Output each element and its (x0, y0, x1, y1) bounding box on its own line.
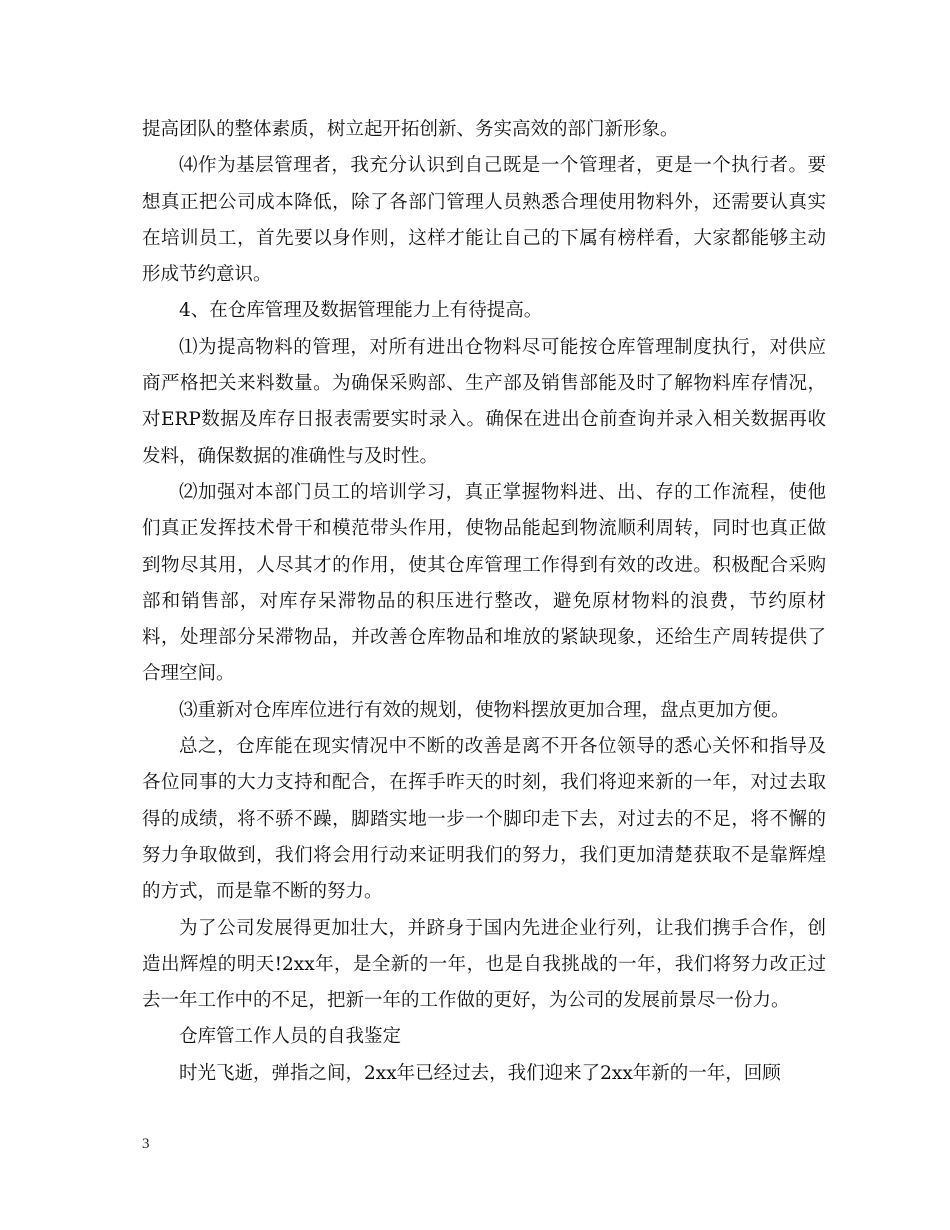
paragraph-continuation: 提高团队的整体素质，树立起开拓创新、务实高效的部门新形象。 (142, 119, 679, 140)
paragraph-item-4: ⑷作为基层管理者，我充分认识到自己既是一个管理者，更是一个执行者。要想真正把公司成本降低，除了各部门管理人员熟悉合理使用物料外，还需要认真实在培训员工，首先要以身作则，这样才能让自己的下属有榜样看，大家都能够主动形成节约意识。 (142, 155, 826, 286)
page-number: 3 (142, 1136, 150, 1152)
paragraph-item-2: ⑵加强对本部门员工的培训学习，真正掌握物料进、出、存的工作流程，使他们真正发挥技术骨干和模范带头作用，使物品能起到物流顺利周转，同时也真正做到物尽其用，人尽其才的作用，使其仓库管理工作得到有效的改进。积极配合采购部和销售部，对库存呆滞物品的积压进行整改，避免原材物料的浪费，节约原材料，处理部分呆滞物品，并改善仓库物品和堆放的紧缺现象，还给生产周转提供了合理空间。 (142, 481, 826, 685)
section-heading-warehouse-management: 4、在仓库管理及数据管理能力上有待提高。 (179, 300, 543, 322)
paragraph-opening: 时光飞逝，弹指之间，2xx年已经过去，我们迎来了2xx年新的一年，回顾 (179, 1062, 781, 1084)
subtitle-self-assessment: 仓库管工作人员的自我鉴定 (179, 1026, 402, 1048)
paragraph-item-1: ⑴为提高物料的管理，对所有进出仓物料尽可能按仓库管理制度执行，对供应商严格把关来料数量。为确保采购部、生产部及销售部能及时了解物料库存情况，对ERP数据及库存日报表需要实时录入。确保在进出仓前查询并录入相关数据再收发料，确保数据的准确性与及时性。 (142, 336, 826, 467)
paragraph-item-3: ⑶重新对仓库库位进行有效的规划，使物料摆放更加合理，盘点更加方便。 (179, 699, 790, 721)
paragraph-summary: 总之，仓库能在现实情况中不断的改善是离不开各位领导的悉心关怀和指导及各位同事的大力支持和配合，在挥手昨天的时刻，我们将迎来新的一年，对过去取得的成绩，将不骄不躁，脚踏实地一步一个脚印走下去，对过去的不足，将不懈的努力争取做到，我们将会用行动来证明我们的努力，我们更加清楚获取不是靠辉煌的方式，而是靠不断的努力。 (142, 736, 826, 903)
paragraph-outlook: 为了公司发展得更加壮大，并跻身于国内先进企业行列，让我们携手合作，创造出辉煌的明天!2xx年，是全新的一年，也是自我挑战的一年，我们将努力改正过去一年工作中的不足，把新一年的工作做的更好，为公司的发展前景尽一份力。 (142, 917, 826, 1012)
document-body (142, 112, 826, 1092)
